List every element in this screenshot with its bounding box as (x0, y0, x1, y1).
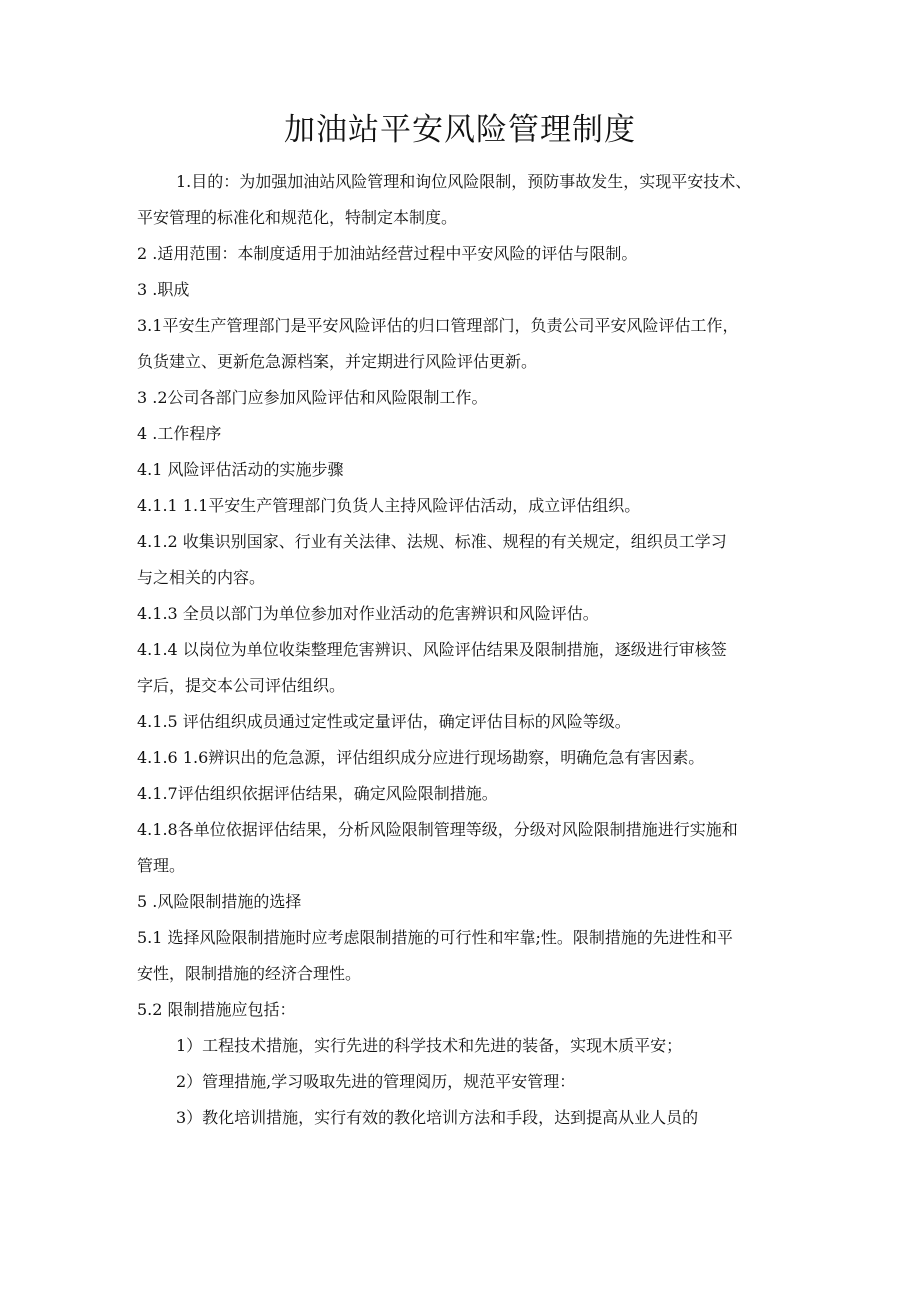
paragraph-line: 4.1.4 以岗位为单位收柒整理危害辨识、风险评估结果及限制措施，逐级进行审核签 (137, 640, 727, 659)
paragraph-line: 管理。 (137, 856, 186, 875)
paragraph-line: 平安管理的标准化和规范化，特制定本制度。 (137, 208, 458, 227)
list-item: 3）教化培训措施，实行有效的教化培训方法和手段，达到提高从业人员的 (176, 1108, 699, 1127)
section-heading: 4 .工作程序 (137, 424, 222, 443)
paragraph-line: 与之相关的内容。 (137, 568, 266, 587)
list-item: 1）工程技术措施，实行先进的科学技术和先进的装备，实现木质平安； (176, 1036, 683, 1055)
paragraph-line: 5.1 选择风险限制措施时应考虑限制措施的可行性和牢靠;性。限制措施的先进性和平 (137, 928, 733, 947)
paragraph-line: 安性，限制措施的经济合理性。 (137, 964, 362, 983)
paragraph-line: 4.1.7评估组织依据评估结果，确定风险限制措施。 (137, 784, 498, 803)
subsection-heading: 4.1 风险评估活动的实施步骤 (137, 460, 344, 479)
paragraph-line: 1.目的：为加强加油站风险管理和询位风险限制，预防事故发生，实现平安技术、 (176, 172, 752, 191)
paragraph-line: 4.1.3 全员以部门为单位参加对作业活动的危害辨识和风险评估。 (137, 604, 599, 623)
paragraph-line: 负货建立、更新危急源档案，并定期进行风险评估更新。 (137, 352, 538, 371)
paragraph-line: 3 .2公司各部门应参加风险评估和风险限制工作。 (137, 388, 488, 407)
paragraph-line: 4.1.8各单位依据评估结果，分析风险限制管理等级，分级对风险限制措施进行实施和 (137, 820, 738, 839)
paragraph-line: 2 .适用范围：本制度适用于加油站经营过程中平安风险的评估与限制。 (137, 244, 638, 263)
paragraph-line: 字后，提交本公司评估组织。 (137, 676, 346, 695)
paragraph-line: 4.1.6 1.6辨识出的危急源，评估组织成分应进行现场勘察，明确危急有害因素。 (137, 748, 705, 767)
paragraph-line: 4.1.1 1.1平安生产管理部门负货人主持风险评估活动，成立评估组织。 (137, 496, 641, 515)
section-heading: 3 .职成 (137, 280, 190, 299)
section-heading: 5 .风险限制措施的选择 (137, 892, 302, 911)
paragraph-line: 5.2 限制措施应包括： (137, 1000, 296, 1019)
paragraph-line: 4.1.5 评估组织成员通过定性或定量评估，确定评估目标的风险等级。 (137, 712, 631, 731)
paragraph-line: 4.1.2 收集识别国家、行业有关法律、法规、标准、规程的有关规定，组织员工学习 (137, 532, 727, 551)
document-title: 加油站平安风险管理制度 (284, 112, 636, 148)
list-item: 2）管理措施,学习吸取先进的管理阅历，规范平安管理： (176, 1072, 576, 1091)
paragraph-line: 3.1平安生产管理部门是平安风险评估的归口管理部门，负责公司平安风险评估工作， (137, 316, 739, 335)
